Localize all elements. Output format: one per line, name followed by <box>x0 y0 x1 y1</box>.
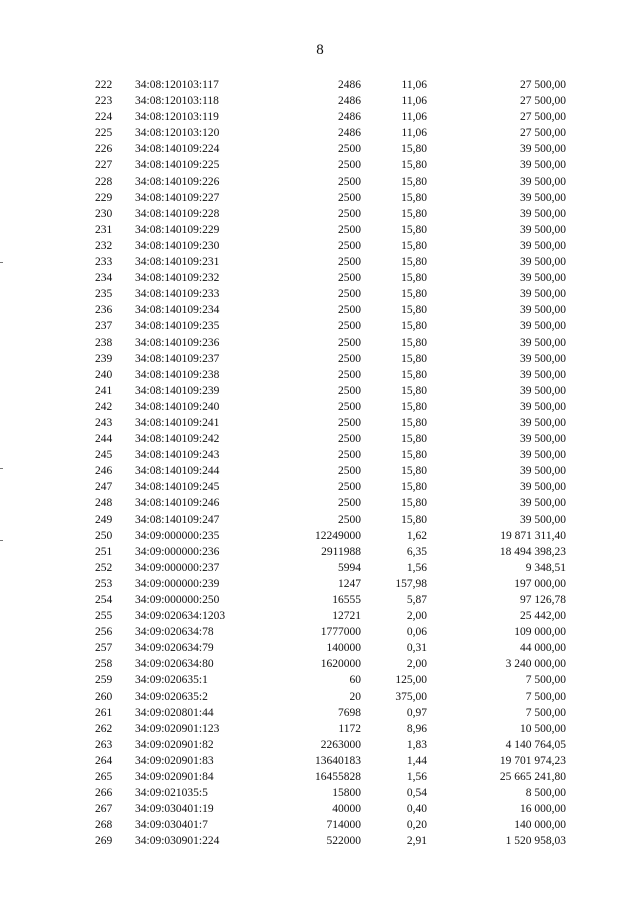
cadastral-number: 34:08:140109:241 <box>135 416 220 429</box>
row-number: 252 <box>95 561 113 574</box>
area-value: 2486 <box>338 79 361 91</box>
area-value: 2500 <box>338 352 361 365</box>
row-number: 258 <box>95 658 113 671</box>
cost-value: 39 500,00 <box>520 336 566 349</box>
row-number: 225 <box>95 127 113 140</box>
cadastral-number: 34:09:020901:84 <box>135 771 214 784</box>
cadastral-number: 34:08:140109:235 <box>135 320 220 333</box>
rate-value: 15,80 <box>401 465 427 478</box>
area-value: 16455828 <box>315 771 361 784</box>
rate-value: 15,80 <box>401 433 427 446</box>
table-row <box>0 415 640 431</box>
cadastral-number: 34:08:120103:119 <box>135 111 219 124</box>
row-number: 242 <box>95 400 113 413</box>
area-value: 2500 <box>338 336 361 349</box>
row-number: 228 <box>95 175 113 188</box>
cadastral-number: 34:09:000000:239 <box>135 577 220 590</box>
cadastral-number: 34:09:030401:19 <box>135 803 214 816</box>
row-number: 269 <box>95 835 113 848</box>
row-number: 229 <box>95 191 113 204</box>
table-row <box>0 399 640 415</box>
cadastral-number: 34:09:020634:78 <box>135 626 214 639</box>
table-row <box>0 705 640 721</box>
rate-value: 15,80 <box>401 288 427 301</box>
cadastral-number: 34:08:140109:227 <box>135 191 220 204</box>
row-number: 226 <box>95 143 113 156</box>
rate-value: 1,83 <box>406 738 427 751</box>
table-row <box>0 351 640 367</box>
area-value: 20 <box>349 690 361 703</box>
rate-value: 2,91 <box>406 835 427 848</box>
table-row <box>0 254 640 270</box>
row-number: 232 <box>95 239 113 252</box>
row-number: 227 <box>95 159 113 172</box>
area-value: 2500 <box>338 159 361 172</box>
row-number: 224 <box>95 111 113 124</box>
rate-value: 0,40 <box>406 803 427 816</box>
row-number: 263 <box>95 738 113 751</box>
area-value: 2500 <box>338 497 361 510</box>
rate-value: 375,00 <box>395 690 427 703</box>
table-row <box>0 737 640 753</box>
area-value: 12249000 <box>315 529 361 542</box>
rate-value: 15,80 <box>401 159 427 172</box>
cadastral-number: 34:08:140109:243 <box>135 449 220 462</box>
cost-value: 25 665 241,80 <box>499 771 566 784</box>
table-row <box>0 190 640 206</box>
area-value: 714000 <box>326 819 361 832</box>
cadastral-number: 34:08:140109:247 <box>135 513 220 526</box>
table-row <box>0 769 640 785</box>
area-value: 2911988 <box>321 545 361 558</box>
cost-value: 39 500,00 <box>520 223 566 236</box>
area-value: 2500 <box>338 416 361 429</box>
cadastral-number: 34:08:140109:224 <box>135 143 220 156</box>
row-number: 245 <box>95 449 113 462</box>
cost-value: 39 500,00 <box>520 256 566 269</box>
area-value: 2500 <box>338 320 361 333</box>
cadastral-number: 34:08:140109:232 <box>135 272 220 285</box>
cost-value: 197 000,00 <box>514 577 566 590</box>
area-value: 60 <box>349 674 361 687</box>
rate-value: 15,80 <box>401 352 427 365</box>
cost-value: 19 701 974,23 <box>499 754 566 767</box>
cost-value: 39 500,00 <box>520 175 566 188</box>
row-number: 233 <box>95 256 113 269</box>
cost-value: 19 871 311,40 <box>500 529 566 542</box>
rate-value: 8,96 <box>406 722 427 735</box>
cost-value: 109 000,00 <box>514 626 566 639</box>
row-number: 247 <box>95 481 113 494</box>
row-number: 251 <box>95 545 113 558</box>
cadastral-number: 34:09:000000:250 <box>135 594 220 606</box>
table-row <box>0 576 640 592</box>
cost-value: 9 348,51 <box>525 561 566 574</box>
area-value: 2500 <box>338 433 361 446</box>
rate-value: 15,80 <box>401 481 427 494</box>
area-value: 2500 <box>338 175 361 188</box>
row-number: 238 <box>95 336 113 349</box>
rate-value: 125,00 <box>395 674 427 687</box>
cadastral-number: 34:09:020635:1 <box>135 674 208 687</box>
cadastral-number: 34:08:140109:233 <box>135 288 220 301</box>
cadastral-number: 34:09:020901:83 <box>135 754 214 767</box>
table-row <box>0 656 640 672</box>
row-number: 268 <box>95 819 113 832</box>
row-number: 249 <box>95 513 113 526</box>
area-value: 16555 <box>332 594 361 606</box>
cadastral-number: 34:08:140109:238 <box>135 368 220 381</box>
cadastral-number: 34:08:140109:229 <box>135 223 220 236</box>
area-value: 2500 <box>338 481 361 494</box>
rate-value: 15,80 <box>401 256 427 269</box>
cost-value: 39 500,00 <box>520 320 566 333</box>
cost-value: 7 500,00 <box>525 706 566 719</box>
row-number: 264 <box>95 754 113 767</box>
rate-value: 15,80 <box>401 223 427 236</box>
rate-value: 0,31 <box>406 642 427 655</box>
cadastral-number: 34:08:140109:228 <box>135 207 220 220</box>
rate-value: 15,80 <box>401 368 427 381</box>
cost-value: 1 520 958,03 <box>505 835 566 848</box>
table-row <box>0 753 640 769</box>
cadastral-number: 34:08:120103:117 <box>135 79 219 91</box>
area-value: 1172 <box>338 722 361 735</box>
cost-value: 27 500,00 <box>520 127 566 140</box>
rate-value: 1,56 <box>406 561 427 574</box>
row-number: 240 <box>95 368 113 381</box>
cadastral-number: 34:08:140109:225 <box>135 159 220 172</box>
row-number: 239 <box>95 352 113 365</box>
cadastral-number: 34:09:020634:80 <box>135 658 214 671</box>
cadastral-number: 34:08:140109:237 <box>135 352 220 365</box>
rate-value: 15,80 <box>401 416 427 429</box>
row-number: 256 <box>95 626 113 639</box>
cost-value: 39 500,00 <box>520 384 566 397</box>
area-value: 2500 <box>338 304 361 317</box>
area-value: 2486 <box>338 127 361 140</box>
cost-value: 39 500,00 <box>520 416 566 429</box>
land-parcel-table <box>0 77 640 850</box>
rate-value: 0,97 <box>406 706 427 719</box>
cadastral-number: 34:08:140109:244 <box>135 465 220 478</box>
row-number: 241 <box>95 384 113 397</box>
row-number: 222 <box>95 79 113 91</box>
table-row <box>0 785 640 801</box>
area-value: 2500 <box>338 513 361 526</box>
cost-value: 39 500,00 <box>520 465 566 478</box>
table-row <box>0 495 640 511</box>
cadastral-number: 34:08:140109:234 <box>135 304 220 317</box>
cost-value: 44 000,00 <box>520 642 566 655</box>
table-row <box>0 302 640 318</box>
cadastral-number: 34:08:140109:239 <box>135 384 220 397</box>
area-value: 2500 <box>338 207 361 220</box>
area-value: 2263000 <box>320 738 361 751</box>
cadastral-number: 34:08:140109:236 <box>135 336 220 349</box>
row-number: 261 <box>95 706 113 719</box>
cadastral-number: 34:09:020634:1203 <box>135 610 226 623</box>
row-number: 223 <box>95 95 113 108</box>
table-row <box>0 238 640 254</box>
row-number: 259 <box>95 674 113 687</box>
table-row <box>0 624 640 640</box>
cost-value: 39 500,00 <box>520 207 566 220</box>
table-row <box>0 528 640 544</box>
cost-value: 27 500,00 <box>520 111 566 124</box>
area-value: 13640183 <box>315 754 361 767</box>
cadastral-number: 34:09:020901:123 <box>135 722 220 735</box>
row-number: 265 <box>95 771 113 784</box>
cadastral-number: 34:09:000000:237 <box>135 561 220 574</box>
table-row <box>0 512 640 528</box>
table-row <box>0 270 640 286</box>
area-value: 2500 <box>338 191 361 204</box>
cadastral-number: 34:09:030901:224 <box>135 835 220 848</box>
rate-value: 11,06 <box>401 111 427 124</box>
area-value: 2500 <box>338 143 361 156</box>
row-number: 267 <box>95 803 113 816</box>
cost-value: 39 500,00 <box>520 400 566 413</box>
table-row <box>0 335 640 351</box>
table-row <box>0 447 640 463</box>
cadastral-number: 34:08:140109:242 <box>135 433 220 446</box>
cost-value: 8 500,00 <box>525 787 566 800</box>
area-value: 2500 <box>338 239 361 252</box>
table-row <box>0 206 640 222</box>
area-value: 5994 <box>338 561 361 574</box>
table-row <box>0 560 640 576</box>
cadastral-number: 34:09:000000:235 <box>135 529 220 542</box>
cost-value: 39 500,00 <box>520 191 566 204</box>
row-number: 243 <box>95 416 113 429</box>
table-row <box>0 174 640 190</box>
rate-value: 15,80 <box>401 175 427 188</box>
cadastral-number: 34:08:140109:230 <box>135 239 220 252</box>
area-value: 2500 <box>338 223 361 236</box>
cost-value: 10 500,00 <box>520 722 566 735</box>
rate-value: 15,80 <box>401 239 427 252</box>
table-row <box>0 125 640 141</box>
row-number: 234 <box>95 272 113 285</box>
area-value: 2500 <box>338 449 361 462</box>
cadastral-number: 34:09:020901:82 <box>135 738 214 751</box>
table-row <box>0 286 640 302</box>
rate-value: 1,62 <box>406 529 427 542</box>
rate-value: 0,54 <box>406 787 427 800</box>
table-row <box>0 640 640 656</box>
cost-value: 39 500,00 <box>520 272 566 285</box>
cadastral-number: 34:09:020801:44 <box>135 706 214 719</box>
table-row <box>0 479 640 495</box>
area-value: 522000 <box>326 835 361 848</box>
table-row <box>0 608 640 624</box>
rate-value: 1,44 <box>406 754 427 767</box>
cost-value: 39 500,00 <box>520 239 566 252</box>
cost-value: 39 500,00 <box>520 433 566 446</box>
area-value: 1247 <box>338 577 361 590</box>
area-value: 15800 <box>332 787 361 800</box>
row-number: 236 <box>95 304 113 317</box>
table-row <box>0 318 640 334</box>
table-row <box>0 721 640 737</box>
table-row <box>0 463 640 479</box>
cadastral-number: 34:09:000000:236 <box>135 545 220 558</box>
table-row <box>0 141 640 157</box>
rate-value: 15,80 <box>401 449 427 462</box>
table-row <box>0 672 640 688</box>
table-row <box>0 77 640 93</box>
area-value: 2500 <box>338 272 361 285</box>
row-number: 260 <box>95 690 113 703</box>
rate-value: 1,56 <box>406 771 427 784</box>
cadastral-number: 34:08:120103:120 <box>135 127 220 140</box>
cost-value: 39 500,00 <box>520 288 566 301</box>
cadastral-number: 34:09:021035:5 <box>135 787 208 800</box>
cost-value: 27 500,00 <box>520 79 566 91</box>
row-number: 262 <box>95 722 113 735</box>
area-value: 2500 <box>338 256 361 269</box>
cost-value: 39 500,00 <box>520 368 566 381</box>
cost-value: 16 000,00 <box>520 803 566 816</box>
row-number: 231 <box>95 223 113 236</box>
rate-value: 11,06 <box>401 127 427 140</box>
area-value: 2486 <box>338 95 361 108</box>
cadastral-number: 34:09:030401:7 <box>135 819 208 832</box>
row-number: 246 <box>95 465 113 478</box>
rate-value: 15,80 <box>401 384 427 397</box>
cost-value: 97 126,78 <box>520 594 566 606</box>
table-row <box>0 592 640 608</box>
page-number: 8 <box>316 42 324 58</box>
cost-value: 25 442,00 <box>520 610 566 623</box>
table-row <box>0 689 640 705</box>
row-number: 230 <box>95 207 113 220</box>
rate-value: 15,80 <box>401 272 427 285</box>
table-row <box>0 222 640 238</box>
row-number: 266 <box>95 787 113 800</box>
table-row <box>0 544 640 560</box>
cost-value: 27 500,00 <box>520 95 566 108</box>
table-row <box>0 383 640 399</box>
cost-value: 39 500,00 <box>520 143 566 156</box>
table-row <box>0 157 640 173</box>
rate-value: 15,80 <box>401 320 427 333</box>
cadastral-number: 34:09:020634:79 <box>135 642 214 655</box>
rate-value: 15,80 <box>401 191 427 204</box>
rate-value: 5,87 <box>406 594 427 606</box>
table-row <box>0 833 640 849</box>
area-value: 2500 <box>338 465 361 478</box>
cost-value: 7 500,00 <box>525 674 566 687</box>
rate-value: 11,06 <box>401 79 427 91</box>
row-number: 257 <box>95 642 113 655</box>
table-row <box>0 109 640 125</box>
area-value: 7698 <box>338 706 361 719</box>
cadastral-number: 34:08:140109:246 <box>135 497 220 510</box>
rate-value: 157,98 <box>395 577 427 590</box>
rate-value: 2,00 <box>406 610 427 623</box>
area-value: 2486 <box>338 111 361 124</box>
table-row <box>0 431 640 447</box>
cost-value: 140 000,00 <box>514 819 566 832</box>
table-row <box>0 801 640 817</box>
row-number: 235 <box>95 288 113 301</box>
rate-value: 15,80 <box>401 304 427 317</box>
cost-value: 39 500,00 <box>520 497 566 510</box>
cost-value: 3 240 000,00 <box>505 658 566 671</box>
table-row <box>0 93 640 109</box>
cadastral-number: 34:08:120103:118 <box>135 95 219 108</box>
row-number: 248 <box>95 497 113 510</box>
area-value: 40000 <box>332 803 361 816</box>
table-row <box>0 817 640 833</box>
area-value: 2500 <box>338 400 361 413</box>
cadastral-number: 34:08:140109:245 <box>135 481 220 494</box>
rate-value: 15,80 <box>401 400 427 413</box>
rate-value: 15,80 <box>401 336 427 349</box>
cost-value: 4 140 764,05 <box>505 738 566 751</box>
rate-value: 0,06 <box>406 626 427 639</box>
cadastral-number: 34:08:140109:226 <box>135 175 220 188</box>
area-value: 2500 <box>338 288 361 301</box>
area-value: 2500 <box>338 368 361 381</box>
area-value: 12721 <box>332 610 361 623</box>
rate-value: 0,20 <box>406 819 427 832</box>
cadastral-number: 34:09:020635:2 <box>135 690 208 703</box>
row-number: 244 <box>95 433 113 446</box>
rate-value: 15,80 <box>401 513 427 526</box>
rate-value: 6,35 <box>406 545 427 558</box>
row-number: 250 <box>95 529 113 542</box>
area-value: 2500 <box>338 384 361 397</box>
rate-value: 15,80 <box>401 207 427 220</box>
row-number: 253 <box>95 577 113 590</box>
area-value: 1620000 <box>320 658 361 671</box>
cadastral-number: 34:08:140109:231 <box>135 256 220 269</box>
table-row <box>0 367 640 383</box>
cost-value: 39 500,00 <box>520 513 566 526</box>
area-value: 140000 <box>326 642 361 655</box>
rate-value: 15,80 <box>401 143 427 156</box>
cost-value: 39 500,00 <box>520 304 566 317</box>
cost-value: 39 500,00 <box>520 449 566 462</box>
cadastral-number: 34:08:140109:240 <box>135 400 220 413</box>
row-number: 237 <box>95 320 113 333</box>
row-number: 254 <box>95 594 113 606</box>
row-number: 255 <box>95 610 113 623</box>
cost-value: 18 494 398,23 <box>499 545 566 558</box>
cost-value: 39 500,00 <box>520 159 566 172</box>
cost-value: 39 500,00 <box>520 352 566 365</box>
cost-value: 7 500,00 <box>525 690 566 703</box>
rate-value: 11,06 <box>401 95 427 108</box>
cost-value: 39 500,00 <box>520 481 566 494</box>
rate-value: 15,80 <box>401 497 427 510</box>
rate-value: 2,00 <box>406 658 427 671</box>
area-value: 1777000 <box>320 626 361 639</box>
